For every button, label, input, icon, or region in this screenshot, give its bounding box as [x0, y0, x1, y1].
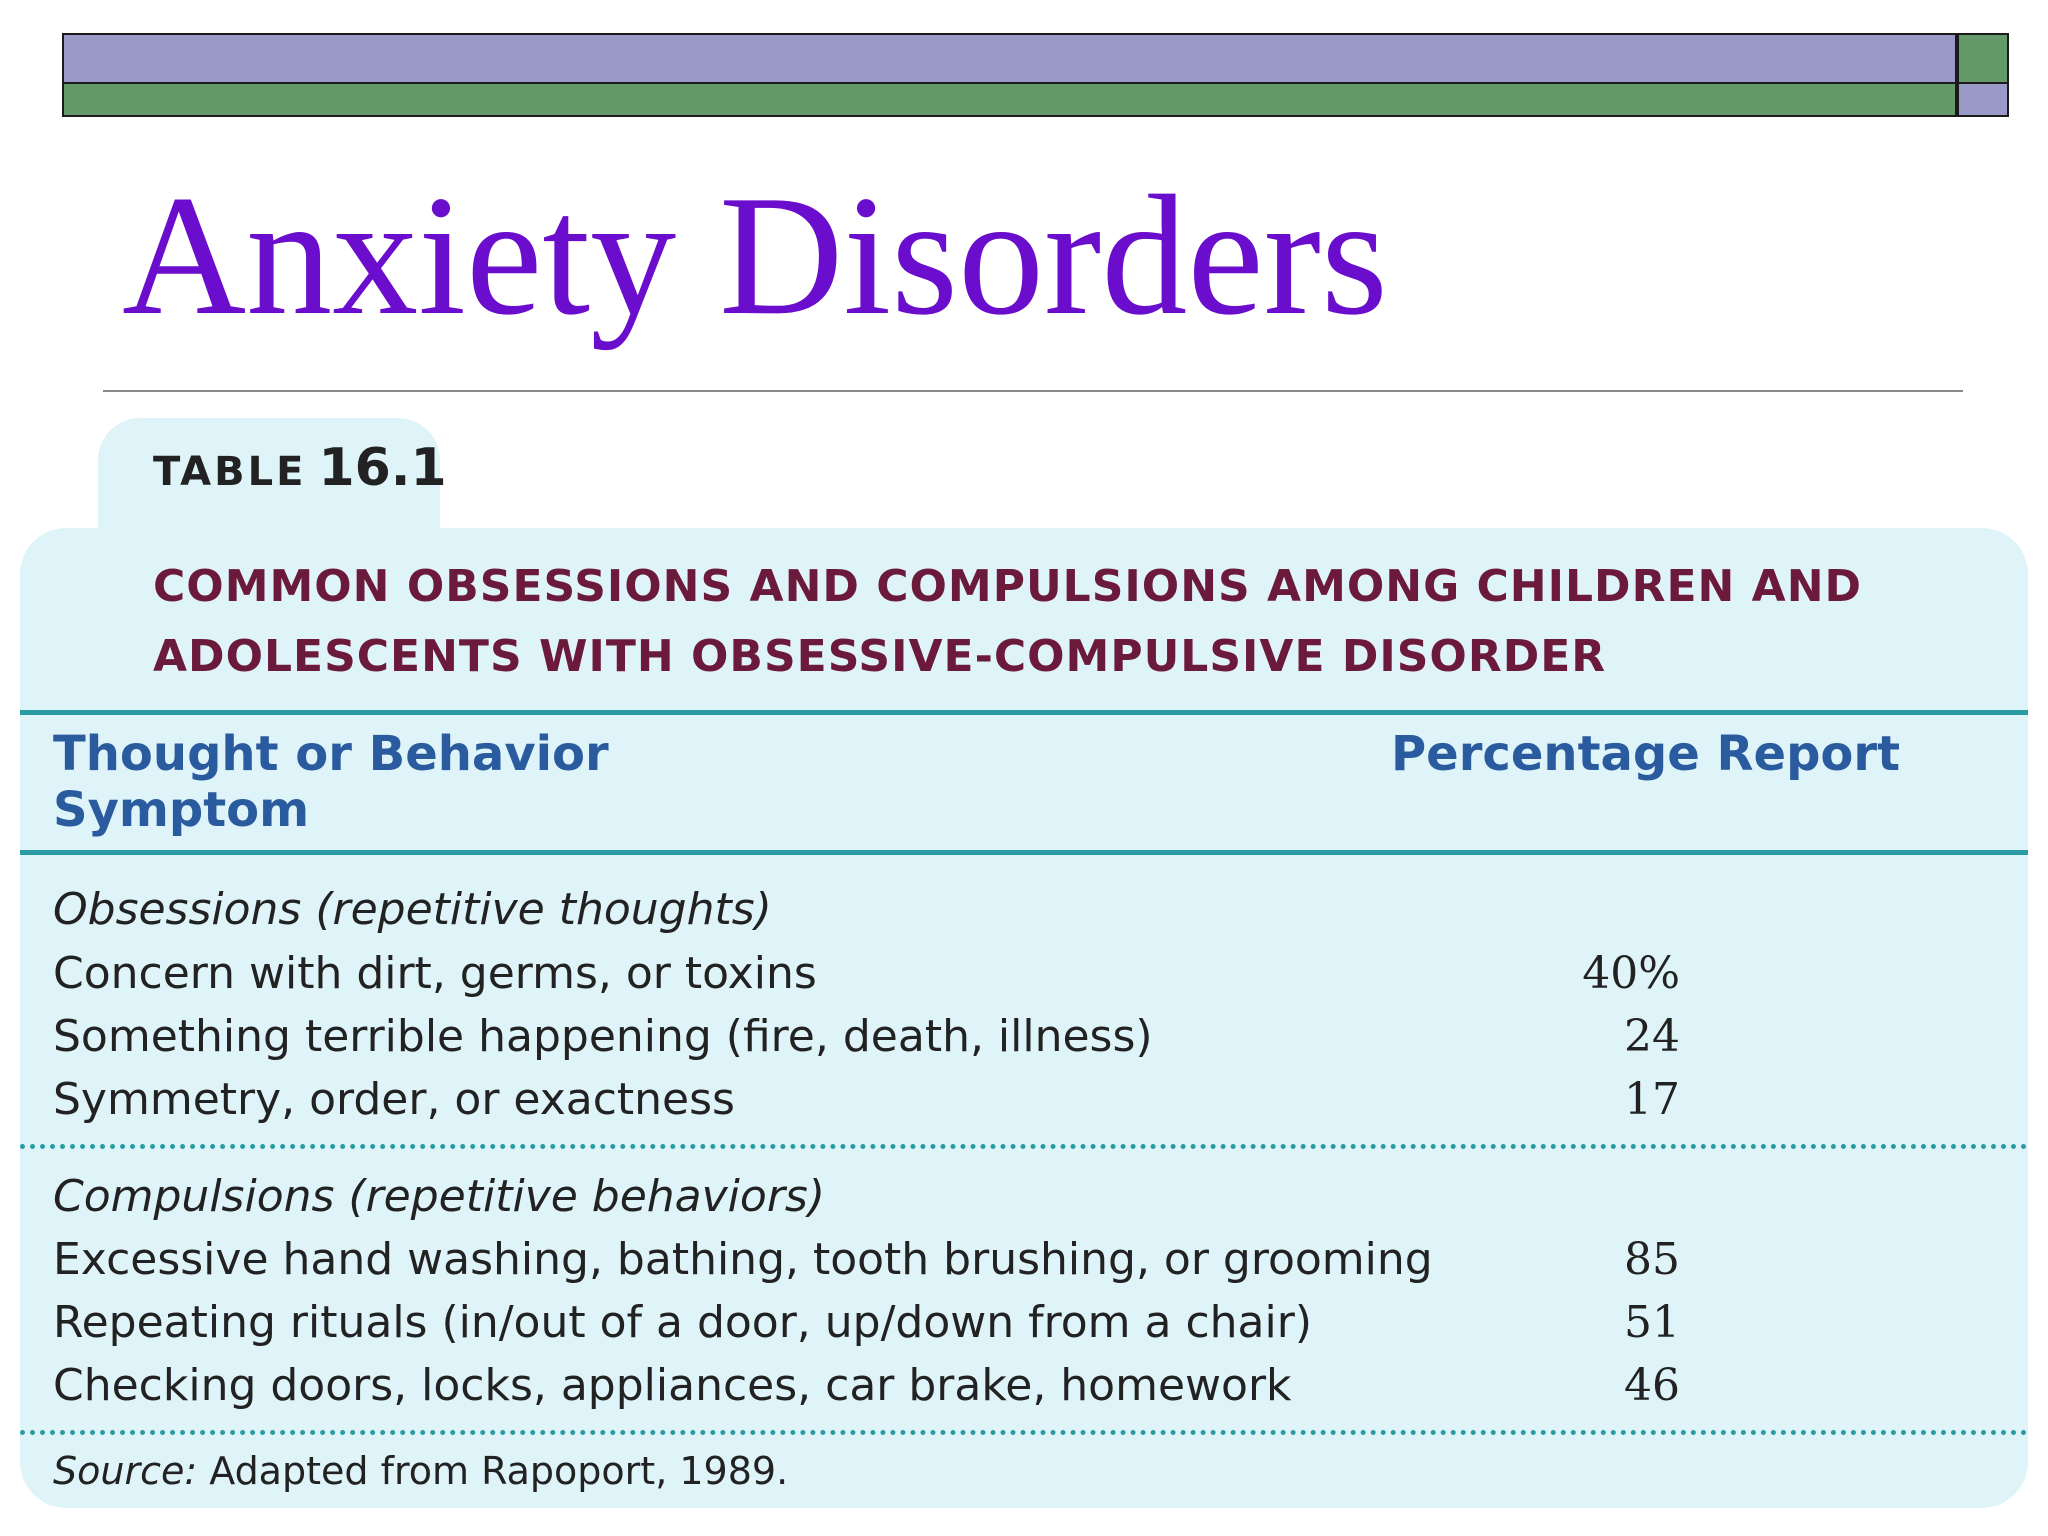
- header-bar-purple: [62, 33, 1957, 84]
- column-header-symptom: [53, 726, 609, 838]
- table-row-value: 24: [1624, 1011, 1680, 1062]
- table-row-symptom: Something terrible happening (fire, death, illness): [53, 1011, 1153, 1062]
- table-source: [53, 1449, 789, 1493]
- table-row-value: 40%: [1582, 948, 1680, 999]
- section-divider: [20, 1144, 2028, 1149]
- header-rule-top: [20, 710, 2028, 715]
- table-row-value: 85: [1624, 1234, 1680, 1285]
- header-square-purple: [1957, 84, 2009, 117]
- table-caption-line: COMMON OBSESSIONS AND COMPULSIONS AMONG CHILDREN AND: [153, 561, 1863, 612]
- table-caption: [153, 552, 1862, 692]
- header-bar-green: [62, 84, 1957, 117]
- slide-title: Anxiety Disorders: [122, 161, 1388, 351]
- table-label-number: 16.1: [318, 438, 447, 498]
- table-caption-line: ADOLESCENTS WITH OBSESSIVE-COMPULSIVE DISORDER: [153, 631, 1607, 682]
- table-row-symptom: Symmetry, order, or exactness: [53, 1074, 735, 1125]
- table-row-value: 51: [1624, 1297, 1680, 1348]
- source-prefix: Source:: [53, 1449, 198, 1493]
- section-label-obsessions: Obsessions (repetitive thoughts): [53, 884, 772, 935]
- table-label-word: TABLE: [153, 449, 307, 495]
- table-row-symptom: Repeating rituals (in/out of a door, up/down from a chair): [53, 1297, 1312, 1348]
- column-header-symptom-line: Thought or Behavior: [53, 726, 609, 782]
- table-label: [153, 438, 447, 498]
- table-row-symptom: Concern with dirt, germs, or toxins: [53, 948, 817, 999]
- header-rule-bottom: [20, 850, 2028, 855]
- table-row-symptom: Excessive hand washing, bathing, tooth brushing, or grooming: [53, 1234, 1433, 1285]
- table-row-symptom: Checking doors, locks, appliances, car brake, homework: [53, 1360, 1292, 1411]
- header-square-green: [1957, 33, 2009, 84]
- column-header-percentage: [1391, 726, 1900, 782]
- table-row-value: 17: [1624, 1074, 1680, 1125]
- source-divider: [20, 1430, 2028, 1435]
- title-divider: [103, 390, 1963, 392]
- section-label-compulsions: Compulsions (repetitive behaviors): [53, 1171, 825, 1222]
- column-header-percentage-label: Percentage Report: [1391, 726, 1901, 782]
- source-text: Adapted from Rapoport, 1989.: [197, 1449, 789, 1493]
- table-row-value: 46: [1624, 1360, 1680, 1411]
- column-header-symptom-line: Symptom: [53, 782, 310, 838]
